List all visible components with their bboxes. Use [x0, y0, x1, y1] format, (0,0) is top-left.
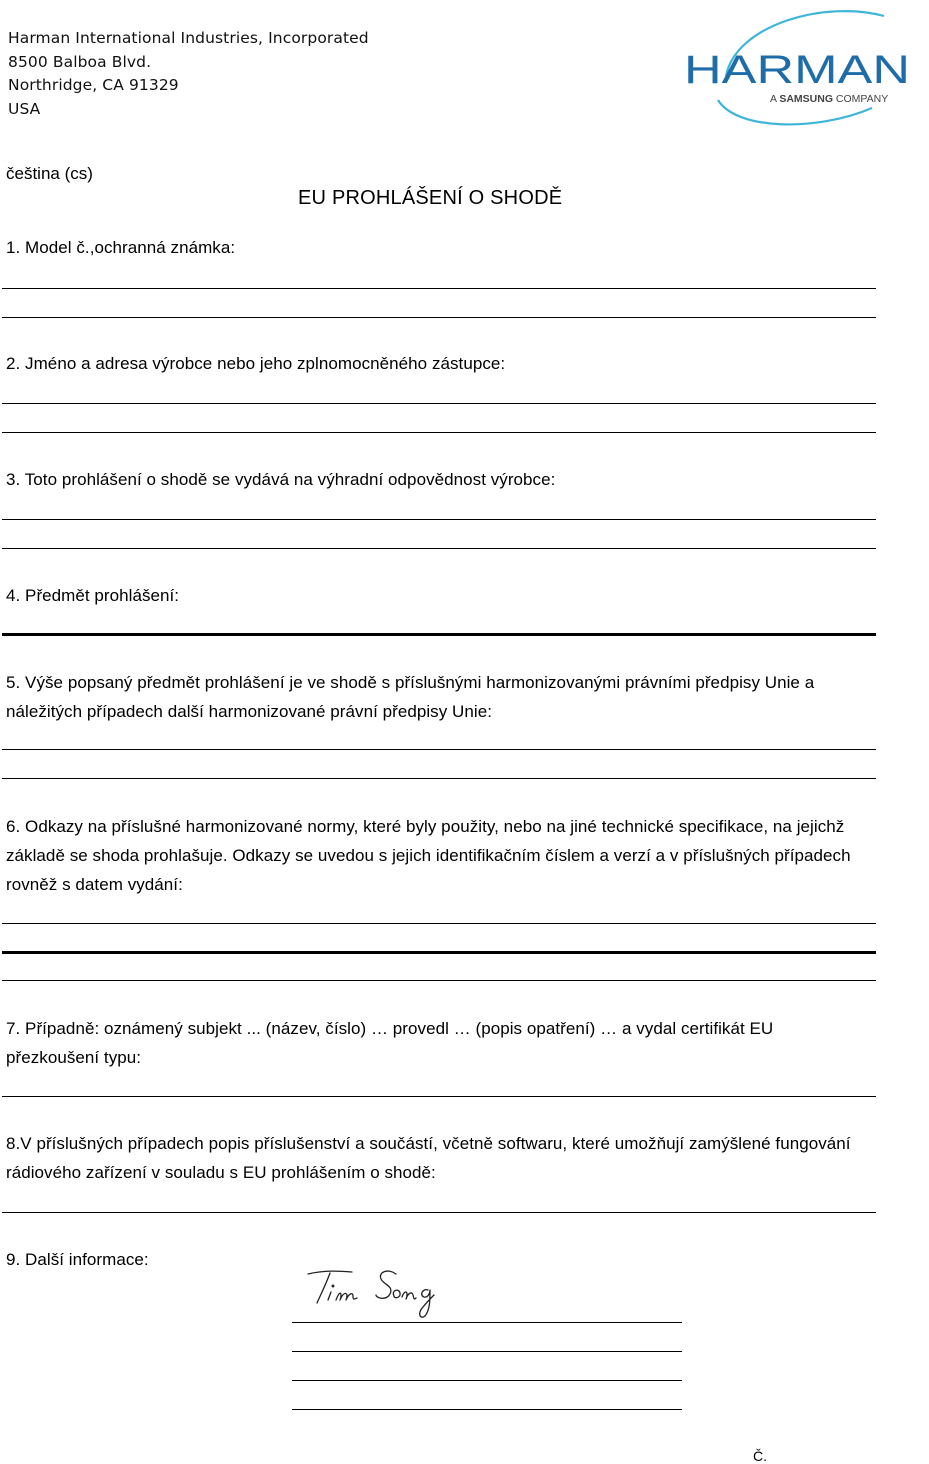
entry-line — [2, 749, 876, 750]
entry-line — [2, 403, 876, 404]
footer-number-mark: Č. — [753, 1448, 767, 1464]
section-5-label-line2: náležitých případech další harmonizované právní předpisy Unie: — [6, 702, 492, 721]
section-2-label: 2. Jméno a adresa výrobce nebo jeho zplnomocněného zástupce: — [6, 354, 506, 373]
section-3-label: 3. Toto prohlášení o shodě se vydává na výhradní odpovědnost výrobce: — [6, 470, 556, 489]
signature-detail-line — [292, 1380, 682, 1381]
address-line-street: 8500 Balboa Blvd. — [8, 52, 152, 71]
section-1-label: 1. Model č.,ochranná známka: — [6, 238, 236, 257]
entry-line — [2, 980, 876, 981]
entry-line — [2, 288, 876, 289]
harman-logo — [676, 2, 918, 130]
entry-line — [2, 633, 876, 636]
logo-wordmark: HARMAN — [684, 48, 910, 92]
section-6-label-line3: rovněž s datem vydání: — [6, 875, 183, 894]
entry-line — [2, 432, 876, 433]
section-5-label-line1: 5. Výše popsaný předmět prohlášení je ve shodě s příslušnými harmonizovanými právními předpisy Unie a — [6, 673, 815, 692]
address-line-company: Harman International Industries, Incorporated — [8, 29, 369, 47]
section-4-label: 4. Předmět prohlášení: — [6, 586, 180, 605]
signature-detail-line — [292, 1351, 682, 1352]
entry-line — [2, 951, 876, 954]
section-8-label-line2: rádiového zařízení v souladu s EU prohlášením o shodě: — [6, 1163, 436, 1182]
language-label: čeština (cs) — [6, 164, 93, 183]
document-title: EU PROHLÁŠENÍ O SHODĚ — [298, 187, 563, 209]
section-6-label-line1: 6. Odkazy na příslušné harmonizované normy, které byly použity, nebo na jiné technické specifikace, na jejichž — [6, 817, 845, 836]
signature-detail-line — [292, 1409, 682, 1410]
address-line-city: Northridge, CA 91329 — [8, 76, 179, 94]
entry-line — [2, 923, 876, 924]
section-8-label-line1: 8.V příslušných případech popis příslušenství a součástí, včetně softwaru, které umožňují zamýšlené fungování — [6, 1134, 851, 1153]
logo-subtitle: A SAMSUNG COMPANY — [770, 93, 889, 105]
section-6-label-line2: základě se shoda prohlašuje. Odkazy se uvedou s jejich identifikačním číslem a verzí a v příslušných případech — [6, 846, 851, 865]
entry-line — [2, 548, 876, 549]
section-7-label-line1: 7. Případně: oznámený subjekt ... (název, číslo) … provedl … (popis opatření) … a vydal certifikát EU — [6, 1019, 774, 1038]
entry-line — [2, 317, 876, 318]
entry-line — [2, 1096, 876, 1097]
handwritten-signature — [306, 1262, 446, 1324]
entry-line — [2, 778, 876, 779]
entry-line — [2, 519, 876, 520]
entry-line — [2, 1212, 876, 1213]
company-address — [8, 27, 369, 121]
section-9-label: 9. Další informace: — [6, 1250, 149, 1269]
address-line-country: USA — [8, 99, 41, 118]
section-7-label-line2: přezkoušení typu: — [6, 1048, 142, 1067]
signature-line — [292, 1322, 682, 1323]
